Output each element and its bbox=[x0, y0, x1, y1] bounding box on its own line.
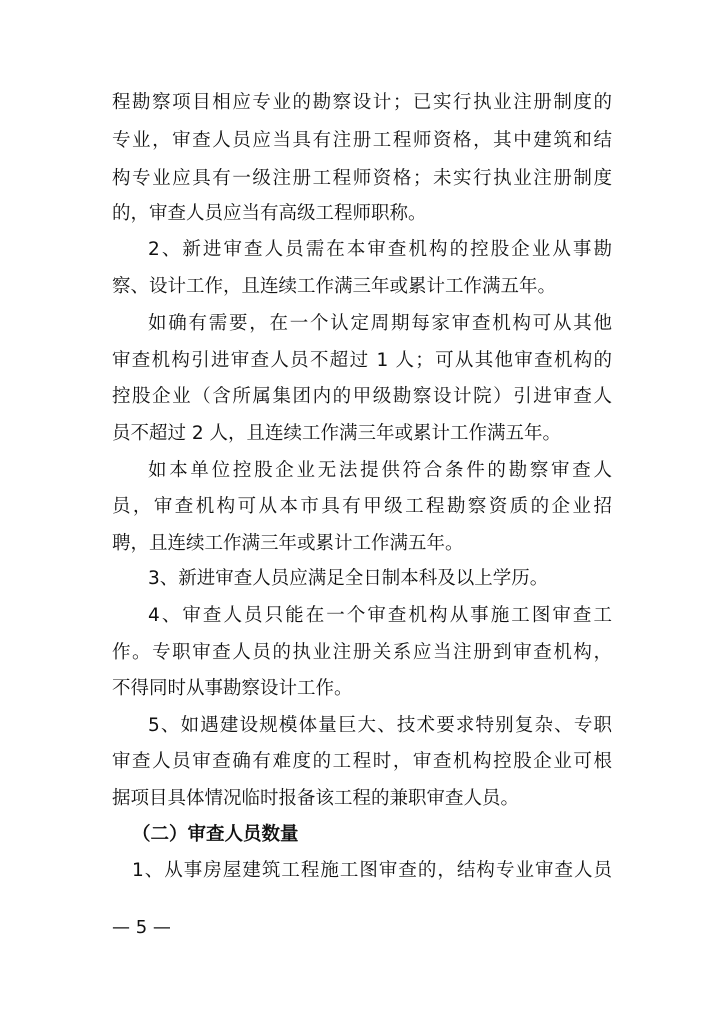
text-line: 控股企业（含所属集团内的甲级勘察设计院）引进审查人 bbox=[112, 386, 612, 407]
text-line: 审查人员审查确有难度的工程时，审查机构控股企业可根 bbox=[112, 751, 612, 772]
page-number: — 5 — bbox=[112, 917, 171, 938]
text-line: 的，审查人员应当有高级工程师职称。 bbox=[112, 203, 427, 224]
text-line: 3、新进审查人员应满足全日制本科及以上学历。 bbox=[148, 568, 549, 589]
text-line: 员，审查机构可从本市具有甲级工程勘察资质的企业招 bbox=[112, 496, 612, 517]
text-line: 作。专职审查人员的执业注册关系应当注册到审查机构， bbox=[112, 642, 612, 663]
text-line: 5、如遇建设规模体量巨大、技术要求特别复杂、专职 bbox=[148, 715, 612, 736]
text-line: 专业，审查人员应当具有注册工程师资格，其中建筑和结 bbox=[112, 130, 612, 151]
text-line: 构专业应具有一级注册工程师资格；未实行执业注册制度 bbox=[112, 168, 612, 189]
section-heading: （二）审查人员数量 bbox=[132, 824, 299, 845]
text-line: 不得同时从事勘察设计工作。 bbox=[112, 678, 353, 699]
text-line: 2、新进审查人员需在本审查机构的控股企业从事勘 bbox=[148, 239, 612, 260]
text-line: 审查机构引进审查人员不超过 1 人；可从其他审查机构的 bbox=[112, 350, 612, 371]
text-line: 据项目具体情况临时报备该工程的兼职审查人员。 bbox=[112, 788, 520, 809]
text-line: 4、审查人员只能在一个审查机构从事施工图审查工 bbox=[148, 605, 612, 626]
text-line: 如本单位控股企业无法提供符合条件的勘察审查人 bbox=[148, 460, 612, 481]
text-line: 员不超过 2 人，且连续工作满三年或累计工作满五年。 bbox=[112, 423, 562, 444]
text-line: 察、设计工作，且连续工作满三年或累计工作满五年。 bbox=[112, 276, 557, 297]
text-line: 程勘察项目相应专业的勘察设计；已实行执业注册制度的 bbox=[112, 92, 612, 113]
text-line: 1、从事房屋建筑工程施工图审查的，结构专业审查人员 bbox=[132, 860, 612, 881]
text-line: 如确有需要，在一个认定周期每家审查机构可从其他 bbox=[148, 313, 612, 334]
text-line: 聘，且连续工作满三年或累计工作满五年。 bbox=[112, 533, 464, 554]
